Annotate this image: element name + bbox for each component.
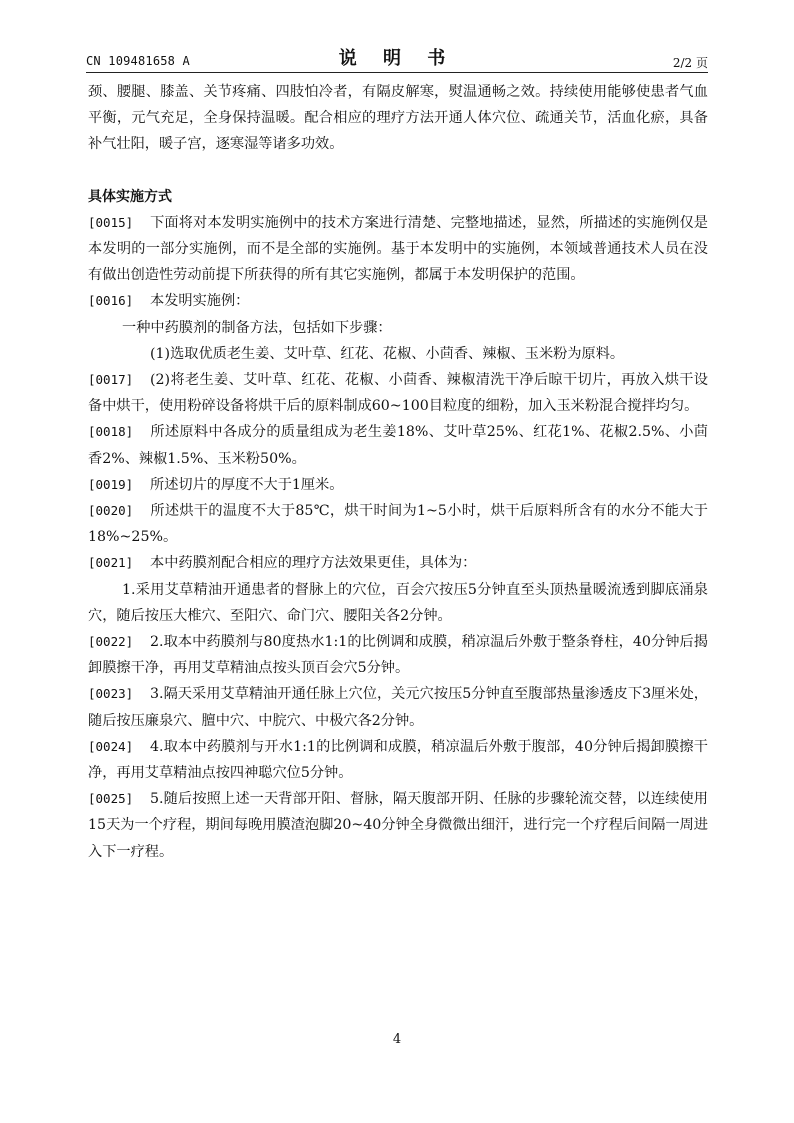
paragraph-0018	[88, 419, 708, 471]
paragraph-number: [0018]	[88, 424, 134, 440]
paragraph-0020	[88, 498, 708, 550]
paragraph-text: 2.取本中药膜剂与80度热水1:1的比例调和成膜，稍凉温后外敷于整条脊柱，40分钟后揭卸膜擦干净，再用艾草精油点按头顶百会穴5分钟。	[88, 634, 708, 677]
paragraph-text: 所述烘干的温度不大于85℃，烘干时间为1~5小时，烘干后原料所含有的水分不能大于18%~25%。	[88, 503, 708, 546]
paragraph-number: [0024]	[88, 738, 134, 754]
intro-paragraph: 颈、腰腿、膝盖、关节疼痛、四肢怕冷者，有隔皮解寒，熨温通畅之效。持续使用能够使患者气血平衡，元气充足，全身保持温暖。配合相应的理疗方法开通人体穴位、疏通关节，活血化瘀，具备补气壮阳，暖子宫，逐寒湿等诸多功效。	[88, 84, 708, 153]
paragraph-text: 1.采用艾草精油开通患者的督脉上的穴位，百会穴按压5分钟直至头顶热量暖流透到脚底涌泉穴，随后按压大椎穴、至阳穴、命门穴、腰阳关各2分钟。	[88, 581, 708, 624]
page-header	[86, 44, 708, 74]
paragraph-step-1	[88, 341, 708, 367]
paragraph-therapy-1	[88, 577, 708, 629]
paragraph-number: [0023]	[88, 686, 134, 702]
paragraph-number: [0017]	[88, 372, 134, 388]
paragraph-0022	[88, 629, 708, 681]
document-body	[88, 79, 708, 865]
paragraph-number: [0020]	[88, 503, 134, 519]
paragraph-number: [0025]	[88, 791, 134, 807]
publication-number: CN 109481658 A	[86, 54, 190, 68]
paragraph-text: 4.取本中药膜剂与开水1:1的比例调和成膜，稍凉温后外敷于腹部，40分钟后揭卸膜擦干净，再用艾草精油点按四神聪穴位5分钟。	[88, 738, 708, 782]
paragraph-text: 3.隔天采用艾草精油开通任脉上穴位，关元穴按压5分钟直至腹部热量渗透皮下3厘米处，随后按压廉泉穴、膻中穴、中脘穴、中极穴各2分钟。	[88, 686, 708, 729]
paragraph-0023	[88, 681, 708, 733]
page-indicator: 2/2 页	[672, 56, 708, 70]
paragraph-0016	[88, 288, 708, 314]
paragraph-text: (2)将老生姜、艾叶草、红花、花椒、小茴香、辣椒清洗干净后晾干切片，再放入烘干设备中烘干，使用粉碎设备将烘干后的原料制成60~100目粒度的细粉，加入玉米粉混合搅拌均匀。	[88, 372, 708, 415]
paragraph-text: 所述原料中各成分的质量组成为老生姜18%、艾叶草25%、红花1%、花椒2.5%、小茴香2%、辣椒1.5%、玉米粉50%。	[88, 424, 708, 467]
paragraph-number: [0015]	[88, 214, 134, 230]
paragraph-0024	[88, 734, 708, 786]
paragraph-method	[88, 315, 708, 341]
paragraph-text: 本发明实施例：	[150, 293, 250, 310]
paragraph-0021	[88, 550, 708, 576]
paragraph-number: [0016]	[88, 293, 134, 309]
header-divider	[86, 72, 708, 73]
paragraph-text: 一种中药膜剂的制备方法，包括如下步骤：	[122, 319, 392, 336]
paragraph-text: 本中药膜剂配合相应的理疗方法效果更佳，具体为：	[150, 555, 477, 572]
document-title: 说 明 书	[338, 48, 456, 69]
section-title: 具体实施方式	[88, 188, 172, 205]
paragraph-text: 下面将对本发明实施例中的技术方案进行清楚、完整地描述，显然，所描述的实施例仅是本发明的一部分实施例，而不是全部的实施例。基于本发明中的实施例，本领域普通技术人员在没有做出创造性劳动前提下所获得的所有其它实施例，都属于本发明保护的范围。	[88, 214, 708, 284]
paragraph-number: [0021]	[88, 555, 134, 571]
paragraph-0019	[88, 472, 708, 498]
paragraph-0017	[88, 367, 708, 419]
paragraph-number: [0019]	[88, 476, 134, 492]
paragraph-number: [0022]	[88, 634, 134, 650]
page-number: 4	[392, 1032, 402, 1047]
paragraph-0015	[88, 210, 708, 289]
paragraph-text: (1)选取优质老生姜、艾叶草、红花、花椒、小茴香、辣椒、玉米粉为原料。	[150, 345, 625, 362]
paragraph-text: 所述切片的厚度不大于1厘米。	[150, 476, 344, 493]
paragraph-text: 5.随后按照上述一天背部开阳、督脉，隔天腹部开阴、任脉的步骤轮流交替，以连续使用15天为一个疗程，期间每晚用膜渣泡脚20~40分钟全身微微出细汗，进行完一个疗程后间隔一周进入下一疗程。	[88, 791, 708, 860]
paragraph-0025	[88, 786, 708, 865]
